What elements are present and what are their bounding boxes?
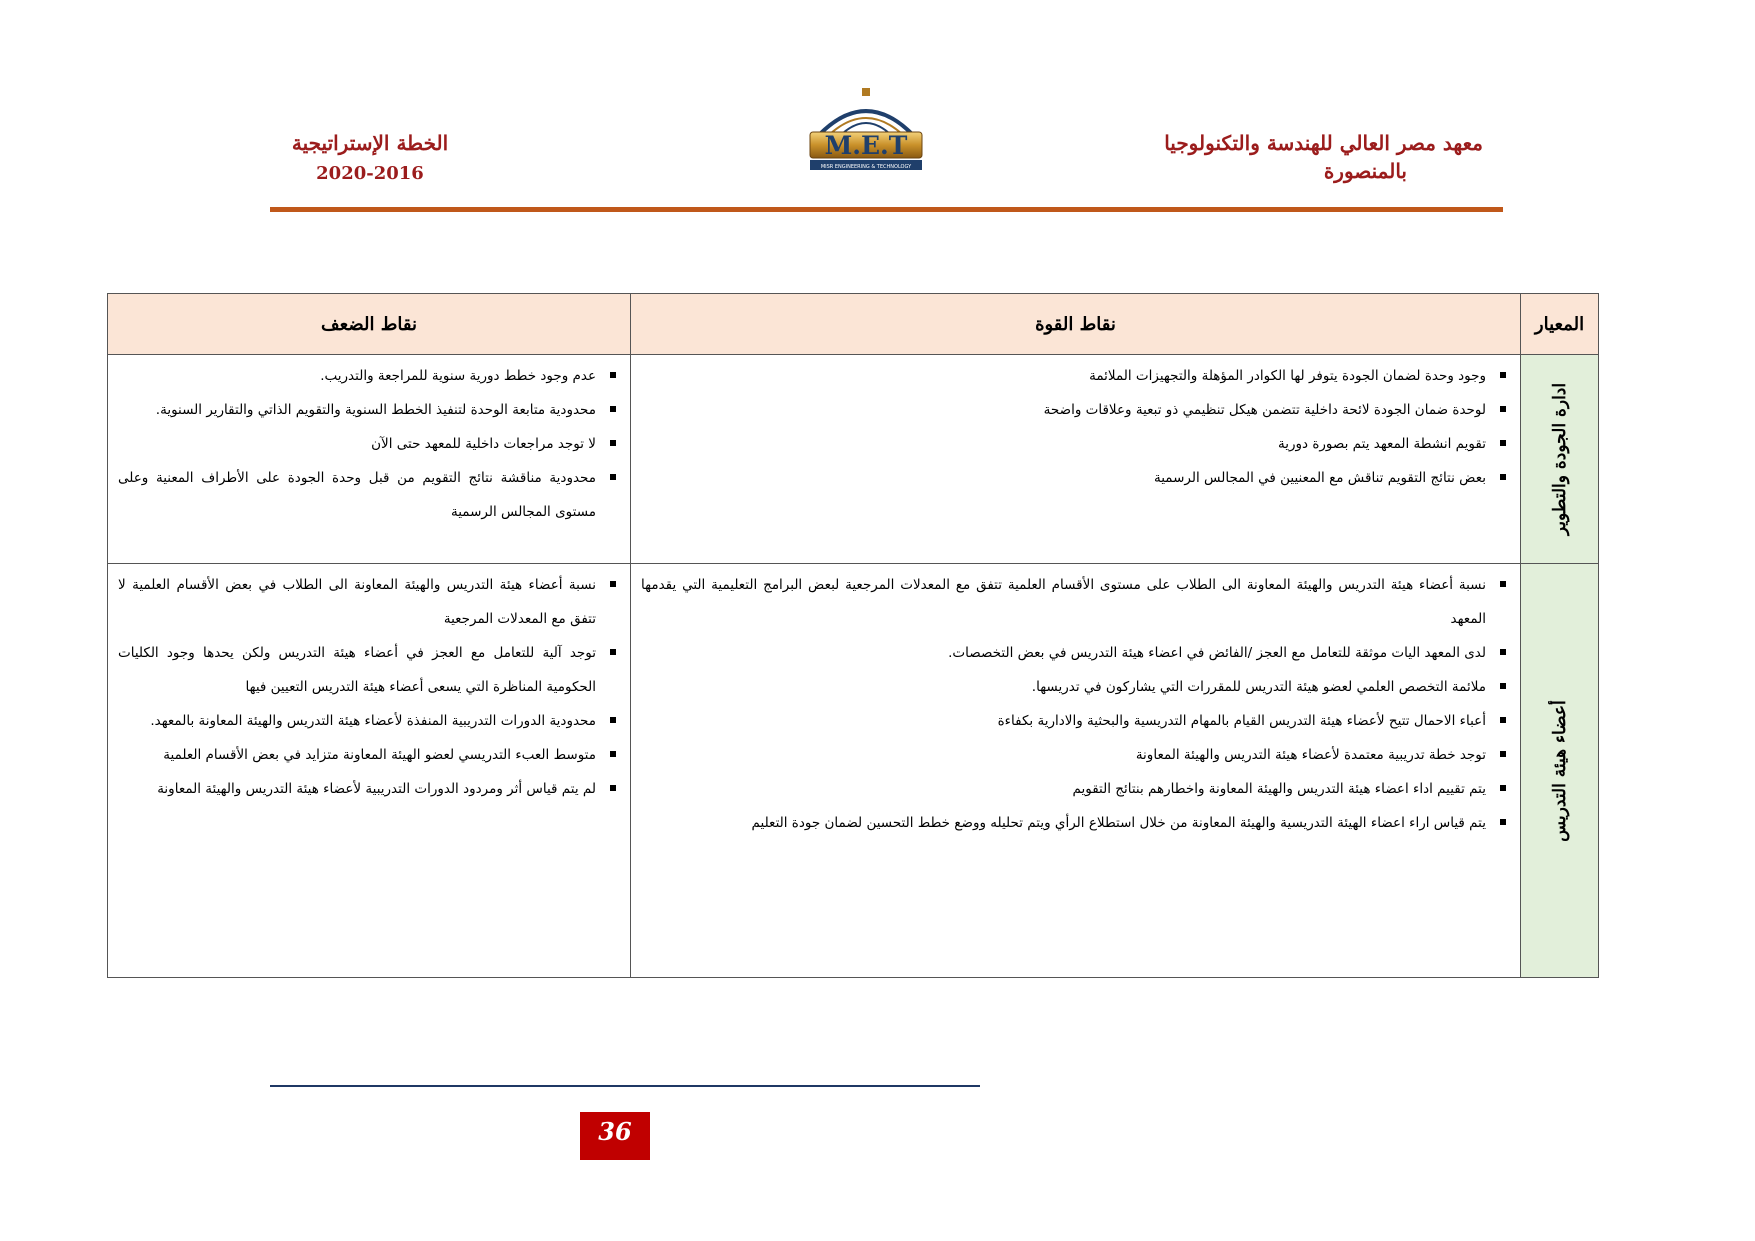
list-item: توجد خطة تدريبية معتمدة لأعضاء هيئة التدريس والهيئة المعاونة [641, 738, 1510, 772]
svg-text:M.E.T: M.E.T [824, 131, 908, 160]
met-logo-icon [800, 88, 932, 176]
list-item: نسبة أعضاء هيئة التدريس والهيئة المعاونة الى الطلاب على مستوى الأقسام العلمية تتفق مع المعدلات المرجعية لبعض البرامج التعليمية التي يقدمها المعهد [641, 568, 1510, 636]
plan-title-block [290, 131, 450, 184]
institute-name-line2: بالمنصورة [1323, 159, 1407, 183]
list-item: أعباء الاحمال تتيح لأعضاء هيئة التدريس القيام بالمهام التدريسية والبحثية والادارية بكفاءة [641, 704, 1510, 738]
strengths-cell [631, 355, 1521, 564]
list-item: نسبة أعضاء هيئة التدريس والهيئة المعاونة الى الطلاب في بعض الأقسام العلمية لا تتفق مع المعدلات المرجعية [118, 568, 620, 636]
list-item: متوسط العبء التدريسي لعضو الهيئة المعاونة متزايد في بعض الأقسام العلمية [118, 738, 620, 772]
list-item: وجود وحدة لضمان الجودة يتوفر لها الكوادر المؤهلة والتجهيزات الملائمة [641, 359, 1510, 393]
list-item: يتم تقييم اداء اعضاء هيئة التدريس والهيئة المعاونة واخطارهم بنتائج التقويم [641, 772, 1510, 806]
list-item: تقويم انشطة المعهد يتم بصورة دورية [641, 427, 1510, 461]
list-item: محدودية مناقشة نتائج التقويم من قبل وحدة الجودة على الأطراف المعنية وعلى مستوى المجالس الرسمية [118, 461, 620, 529]
table-header-row [108, 294, 1599, 355]
weaknesses-cell [108, 564, 631, 978]
institute-name [1164, 131, 1483, 183]
list-item: لوحدة ضمان الجودة لائحة داخلية تتضمن هيكل تنظيمي ذو تبعية وعلاقات واضحة [641, 393, 1510, 427]
list-item: لم يتم قياس أثر ومردود الدورات التدريبية لأعضاء هيئة التدريس والهيئة المعاونة [118, 772, 620, 806]
svg-text:MISR ENGINEERING & TECHNOLOGY: MISR ENGINEERING & TECHNOLOGY [820, 164, 912, 170]
page-number: 36 [580, 1112, 650, 1160]
list-item: لدى المعهد اليات موثقة للتعامل مع العجز /الفائض في اعضاء هيئة التدريس في بعض التخصصات. [641, 636, 1510, 670]
criterion-label: أعضاء هيئة التدريس [1549, 699, 1570, 842]
criterion-cell [1521, 564, 1599, 978]
list-item: بعض نتائج التقويم تناقش مع المعنيين في المجالس الرسمية [641, 461, 1510, 495]
criterion-cell [1521, 355, 1599, 564]
header-strengths: نقاط القوة [631, 294, 1521, 355]
strengths-cell [631, 564, 1521, 978]
swot-table [107, 293, 1599, 978]
header-weaknesses: نقاط الضعف [108, 294, 631, 355]
list-item: محدودية متابعة الوحدة لتنفيذ الخطط السنوية والتقويم الذاتي والتقارير السنوية. [118, 393, 620, 427]
list-item: محدودية الدورات التدريبية المنفذة لأعضاء هيئة التدريس والهيئة المعاونة بالمعهد. [118, 704, 620, 738]
header-criterion: المعيار [1521, 294, 1599, 355]
list-item: لا توجد مراجعات داخلية للمعهد حتى الآن [118, 427, 620, 461]
list-item: عدم وجود خطط دورية سنوية للمراجعة والتدريب. [118, 359, 620, 393]
list-item: ملائمة التخصص العلمي لعضو هيئة التدريس للمقررات التي يشاركون في تدريسها. [641, 670, 1510, 704]
plan-title: الخطة الإستراتيجية [291, 131, 449, 155]
plan-years: 2020-2016 [316, 163, 424, 184]
criterion-label: ادارة الجودة والتطوير [1549, 382, 1570, 536]
footer-divider [270, 1085, 980, 1087]
weaknesses-cell [108, 355, 631, 564]
header-divider [270, 207, 1503, 212]
table-row [108, 355, 1599, 564]
institute-name-line1: معهد مصر العالي للهندسة والتكنولوجيا [1164, 131, 1483, 155]
list-item: يتم قياس اراء اعضاء الهيئة التدريسية والهيئة المعاونة من خلال استطلاع الرأي ويتم تحليله ووضع خطط التحسين لضمان جودة التعليم [641, 806, 1510, 840]
list-item: توجد آلية للتعامل مع العجز في أعضاء هيئة التدريس ولكن يحدها وجود الكليات الحكومية المناظرة التي يسعى أعضاء هيئة التدريس التعيين فيها [118, 636, 620, 704]
table-row [108, 564, 1599, 978]
